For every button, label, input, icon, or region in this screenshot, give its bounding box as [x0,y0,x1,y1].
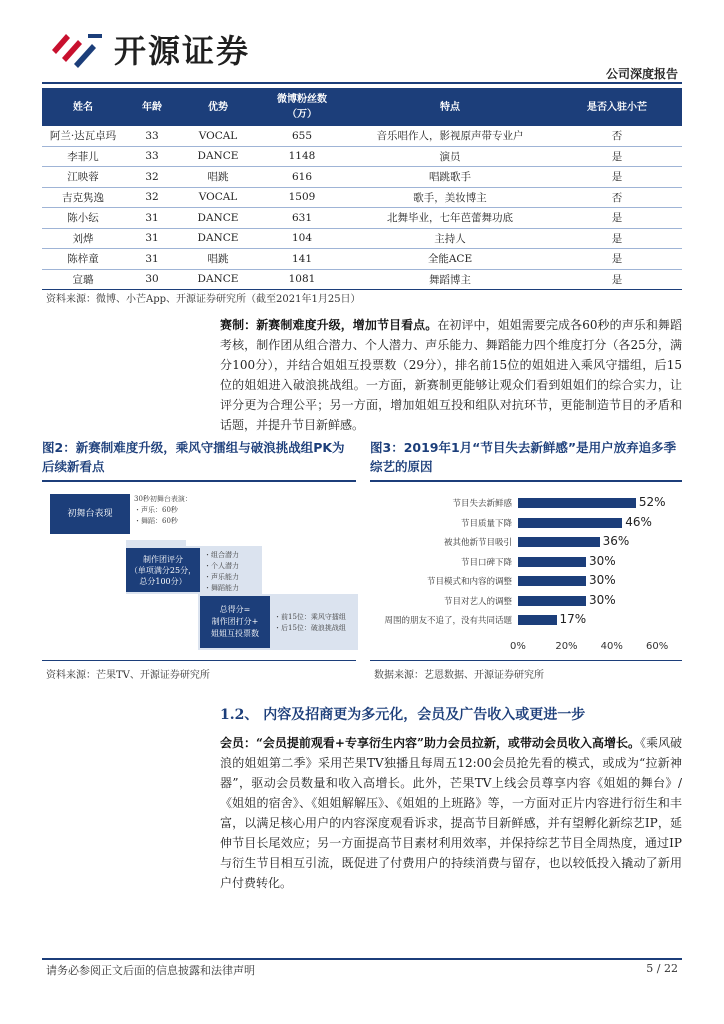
header-divider [42,82,682,84]
table-row [42,269,682,290]
bar-value-label: 17% [559,612,587,626]
table-cell: 否 [552,126,682,146]
flow-box-total-score: 总得分= 制作团打分+ 姐姐互投票数 [200,596,270,648]
section-heading: 1.2、 内容及招商更为多元化，会员及广告收入或更进一步 [220,707,586,723]
table-row [42,228,682,249]
table-cell: 舞蹈博主 [348,269,552,290]
bar-value-label: 46% [625,514,652,529]
paragraph-body: 在初评中，姐姐需要完成各60秒的声乐和舞蹈考核，制作团从组合潜力、个人潜力、声乐能力、舞蹈能力四个维度打分（各25分，满分100分），并结合姐姐互投票数（29分），排名前15位的姐姐进入乘风守擂组，后15位的姐姐进入破浪挑战组。一方面，新赛制更能够让观众们看到姐姐们的综合实力，让评分更为合理公平；另一方面，增加姐姐互投和组队对抗环节，更能制造节目的矛盾和话题，并提升节目新鲜感。 [220,318,682,432]
figure2-title: 图2：新赛制难度升级，乘风守擂组与破浪挑战组PK为后续新看点 [42,440,345,474]
bar-category-label: 节目质量下降 [460,518,512,529]
table-row [42,167,682,188]
contestant-table [42,88,682,290]
table-cell: 31 [124,208,180,229]
table-row [42,249,682,270]
flow-box-initial-stage: 初舞台表现 [50,494,130,534]
table-cell: 歌手，美妆博主 [348,187,552,208]
table-cell: 是 [552,228,682,249]
figure2-source: 资料来源：芒果TV、开源证券研究所 [46,670,210,681]
bar [518,576,586,586]
table-cell: 31 [124,249,180,270]
table-cell: 631 [256,208,348,229]
column-header: 微博粉丝数 （万） [256,88,348,126]
table-cell: VOCAL [180,187,256,208]
bar [518,498,636,508]
table-row [42,187,682,208]
table-cell: 655 [256,126,348,146]
bar-value-label: 30% [589,573,616,587]
table-cell: 是 [552,146,682,167]
table-cell: 33 [124,126,180,146]
bar-category-label: 节目模式和内容的调整 [426,577,512,587]
flow-box-judge-score: 制作团评分 （单项满分25分， 总分100分） [126,548,200,592]
brand-logo-icon [48,28,108,68]
table-cell: DANCE [180,146,256,167]
rules-paragraph [220,315,682,435]
table-cell: 616 [256,167,348,188]
column-header: 姓名 [42,88,124,126]
table-cell: 李菲儿 [42,146,124,167]
table-cell: 吉克隽逸 [42,187,124,208]
figure3-source: 数据来源：艺恩数据、开源证券研究所 [374,670,544,681]
table-cell: DANCE [180,228,256,249]
flow-note-1: 30秒初舞台表演： ・声乐：60秒 ・舞蹈：60秒 [134,495,192,525]
paragraph-lead: 赛制：新赛制难度升级，增加节目看点。 [220,318,438,332]
table-row [42,146,682,167]
membership-paragraph [220,733,682,893]
table-cell: 演员 [348,146,552,167]
bar-value-label: 52% [638,495,666,509]
table-row [42,126,682,146]
column-header: 特点 [348,88,552,126]
figure3-title: 图3：2019年1月“节目失去新鲜感”是用户放弃追多季综艺的原因 [370,440,677,474]
table-cell: 宣璐 [42,269,124,290]
x-axis-tick: 40% [600,640,623,652]
table-source: 资料来源：微博、小芒App、开源证券研究所（截至2021年1月25日） [46,294,361,305]
bar-value-label: 30% [589,553,616,568]
table-cell: 31 [124,228,180,249]
table-header-row [42,88,682,126]
table-cell: 唱跳歌手 [348,167,552,188]
table-cell: VOCAL [180,126,256,146]
table-cell: 否 [552,187,682,208]
table-cell: 30 [124,269,180,290]
table-cell: 阿兰·达瓦卓玛 [42,126,124,146]
bar-category-label: 节目失去新鲜感 [452,499,512,509]
table-cell: 是 [552,167,682,188]
table-cell: 1148 [256,146,348,167]
report-type-label: 公司深度报告 [605,67,678,81]
bar-category-label: 节目对艺人的调整 [443,596,512,607]
table-cell: 音乐唱作人，影视原声带专业户 [348,126,552,146]
brand-name: 开源证券 [114,32,251,70]
figure3-bottom-rule [370,660,682,661]
table-cell: 是 [552,249,682,270]
bar [518,557,586,567]
table-cell: 陈小纭 [42,208,124,229]
x-axis-tick: 0% [510,640,526,652]
bar-value-label: 36% [602,534,630,548]
table-cell: DANCE [180,269,256,290]
column-header: 年龄 [124,88,180,126]
bar-category-label: 被其他新节目吸引 [443,538,512,548]
flow-note-3: ・前15位：乘风守擂组 ・后15位：破浪挑战组 [274,613,346,632]
table-cell: 主持人 [348,228,552,249]
table-row [42,208,682,229]
bar [518,537,600,547]
table-cell: 141 [256,249,348,270]
footer-divider [42,958,682,960]
table-cell: 江映蓉 [42,167,124,188]
table-cell: 1081 [256,269,348,290]
table-cell: 33 [124,146,180,167]
paragraph-lead: 会员：“会员提前观看+专享衍生内容”助力会员拉新，或带动会员收入高增长。 [220,736,640,750]
table-cell: 唱跳 [180,167,256,188]
flow-note-2: ・组合潜力 ・个人潜力 ・声乐能力 ・舞蹈能力 [204,551,239,592]
table-cell: 全能ACE [348,249,552,270]
bar [518,518,622,528]
table-cell: 104 [256,228,348,249]
figure2-top-rule [42,480,356,482]
flow-diagram [42,484,356,656]
table-cell: 陈梓童 [42,249,124,270]
x-axis-tick: 60% [646,640,669,652]
column-header: 是否入驻小芒 [552,88,682,126]
page-number: 5 / 22 [646,962,678,975]
table-cell: 是 [552,208,682,229]
bar [518,596,586,606]
bar-value-label: 30% [589,592,616,607]
table-cell: 唱跳 [180,249,256,270]
column-header: 优势 [180,88,256,126]
table-cell: DANCE [180,208,256,229]
bar-category-label: 节目口碑下降 [460,557,512,568]
table-cell: 北舞毕业，七年芭蕾舞功底 [348,208,552,229]
bar [518,615,557,625]
table-cell: 32 [124,187,180,208]
bar-chart [370,484,682,654]
paragraph-body: 《乘风破浪的姐姐第二季》采用芒果TV独播且每周五12:00会员抢先看的模式，或成为“拉新神器”，驱动会员数量和收入高增长。此外，芒果TV上线会员尊享内容《姐姐的舞台》/《姐姐的宿舍》、《姐姐解解压》、《姐姐的上班路》等，一方面对正片内容进行衍生和丰富，以满足核心用户的内容深度观看诉求，提高节目新鲜感，并有望孵化新综艺IP，延伸节目长尾效应；另一方面提高节目素材利用效率，并保持综艺节目全周热度，通过IP与衍生节目相互引流，既促进了付费用户的持续消费与留存，也以较低投入撬动了新用户付费转化。 [220,736,682,890]
figure2-bottom-rule [42,660,356,661]
bar-category-label: 周围的朋友不追了，没有共同话题 [384,616,512,626]
table-cell: 1509 [256,187,348,208]
table-cell: 32 [124,167,180,188]
footer-disclaimer: 请务必参阅正文后面的信息披露和法律声明 [46,964,255,977]
table-cell: 刘烨 [42,228,124,249]
table-cell: 是 [552,269,682,290]
figure3-top-rule [370,480,682,482]
x-axis-tick: 20% [555,640,578,652]
